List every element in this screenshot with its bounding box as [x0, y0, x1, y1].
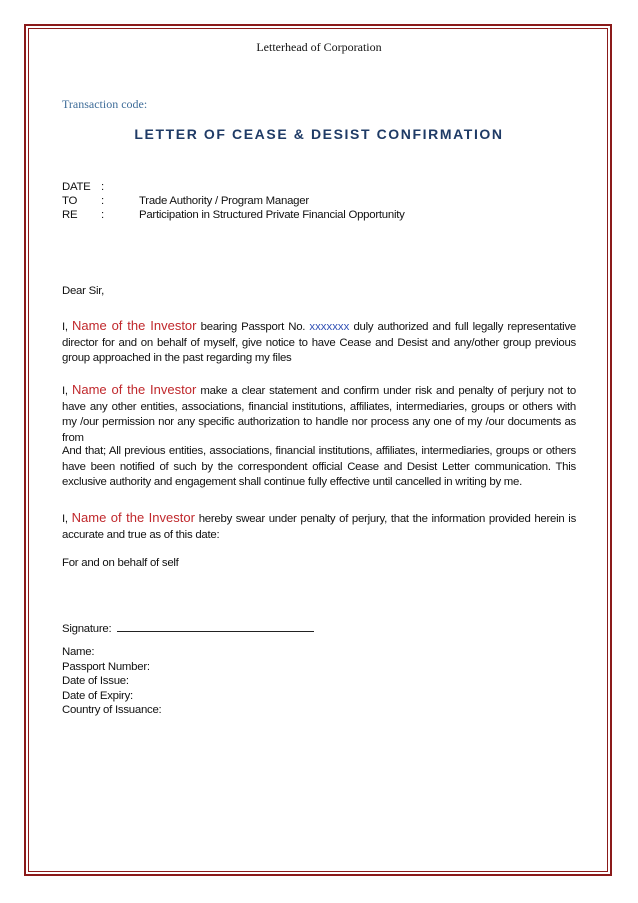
paragraph-text: make a clear statement and confirm under risk and penalty of perjury not to have any other entities, associations, financial institutions, affiliates, intermediaries, groups or others with my /our permission nor any specific authorization to handle nor process any one of my /our documents as from [62, 385, 577, 444]
field-date-of-expiry-label: Date of Expiry: [62, 689, 133, 702]
paragraph-prefix: I, [62, 385, 72, 397]
paragraph-text: bearing Passport No. [196, 321, 310, 333]
signature-label: Signature: [62, 623, 112, 635]
field-date-of-issue-label: Date of Issue: [62, 675, 129, 687]
paragraph-oath [62, 510, 576, 543]
field-passport-number-label: Passport Number: [62, 660, 150, 673]
signature-line [117, 620, 314, 632]
investor-name-placeholder: Name of the Investor [71, 510, 195, 525]
salutation: Dear Sir, [62, 285, 105, 297]
meta-key: RE [62, 209, 78, 221]
identity-fields [62, 645, 161, 718]
document-title: LETTER OF CEASE & DESIST CONFIRMATION [134, 126, 504, 142]
meta-row-to [62, 194, 576, 208]
meta-colon: : [101, 209, 104, 221]
signature-row [62, 620, 314, 635]
meta-colon: : [101, 195, 104, 207]
field-country-of-issuance-label: Country of Issuance: [62, 704, 162, 716]
meta-value: Trade Authority / Program Manager [139, 195, 309, 207]
meta-block [62, 180, 576, 222]
meta-row-date [62, 180, 576, 194]
paragraph-prefix: I, [62, 513, 72, 525]
meta-key: TO [62, 195, 78, 207]
paragraph-text: hereby swear under penalty of perjury, that the information provided herein is accurate and true as of this date: [62, 513, 577, 541]
meta-colon: : [101, 181, 104, 193]
investor-name-placeholder: Name of the Investor [72, 318, 197, 333]
letterhead: Letterhead of Corporation [256, 40, 382, 54]
paragraph-statement [62, 382, 576, 446]
field-name-label: Name: [62, 646, 95, 658]
paragraph-text: duly authorized and full legally representative director for and on behalf of myself, give notice to have Cease and Desist and any/other group previous group approached in the past regarding my files [62, 321, 576, 364]
investor-name-placeholder: Name of the Investor [71, 382, 197, 397]
meta-key: DATE [62, 181, 91, 193]
transaction-code-label: Transaction code: [62, 97, 148, 111]
meta-row-re [62, 208, 576, 222]
closing-line: For and on behalf of self [62, 557, 179, 569]
paragraph-notice [62, 318, 576, 367]
paragraph-notification: And that; All previous entities, associations, financial institutions, affiliates, intermediaries, groups or others have been notified of such by the correspondent official Cease and Desist Letter communication. This exclusive authority and engagement shall continue fully effective until cancelled in writing by me. [62, 445, 576, 488]
meta-value: Participation in Structured Private Financial Opportunity [139, 209, 405, 221]
passport-number-placeholder: xxxxxxx [309, 321, 350, 333]
paragraph-prefix: I, [62, 321, 73, 333]
